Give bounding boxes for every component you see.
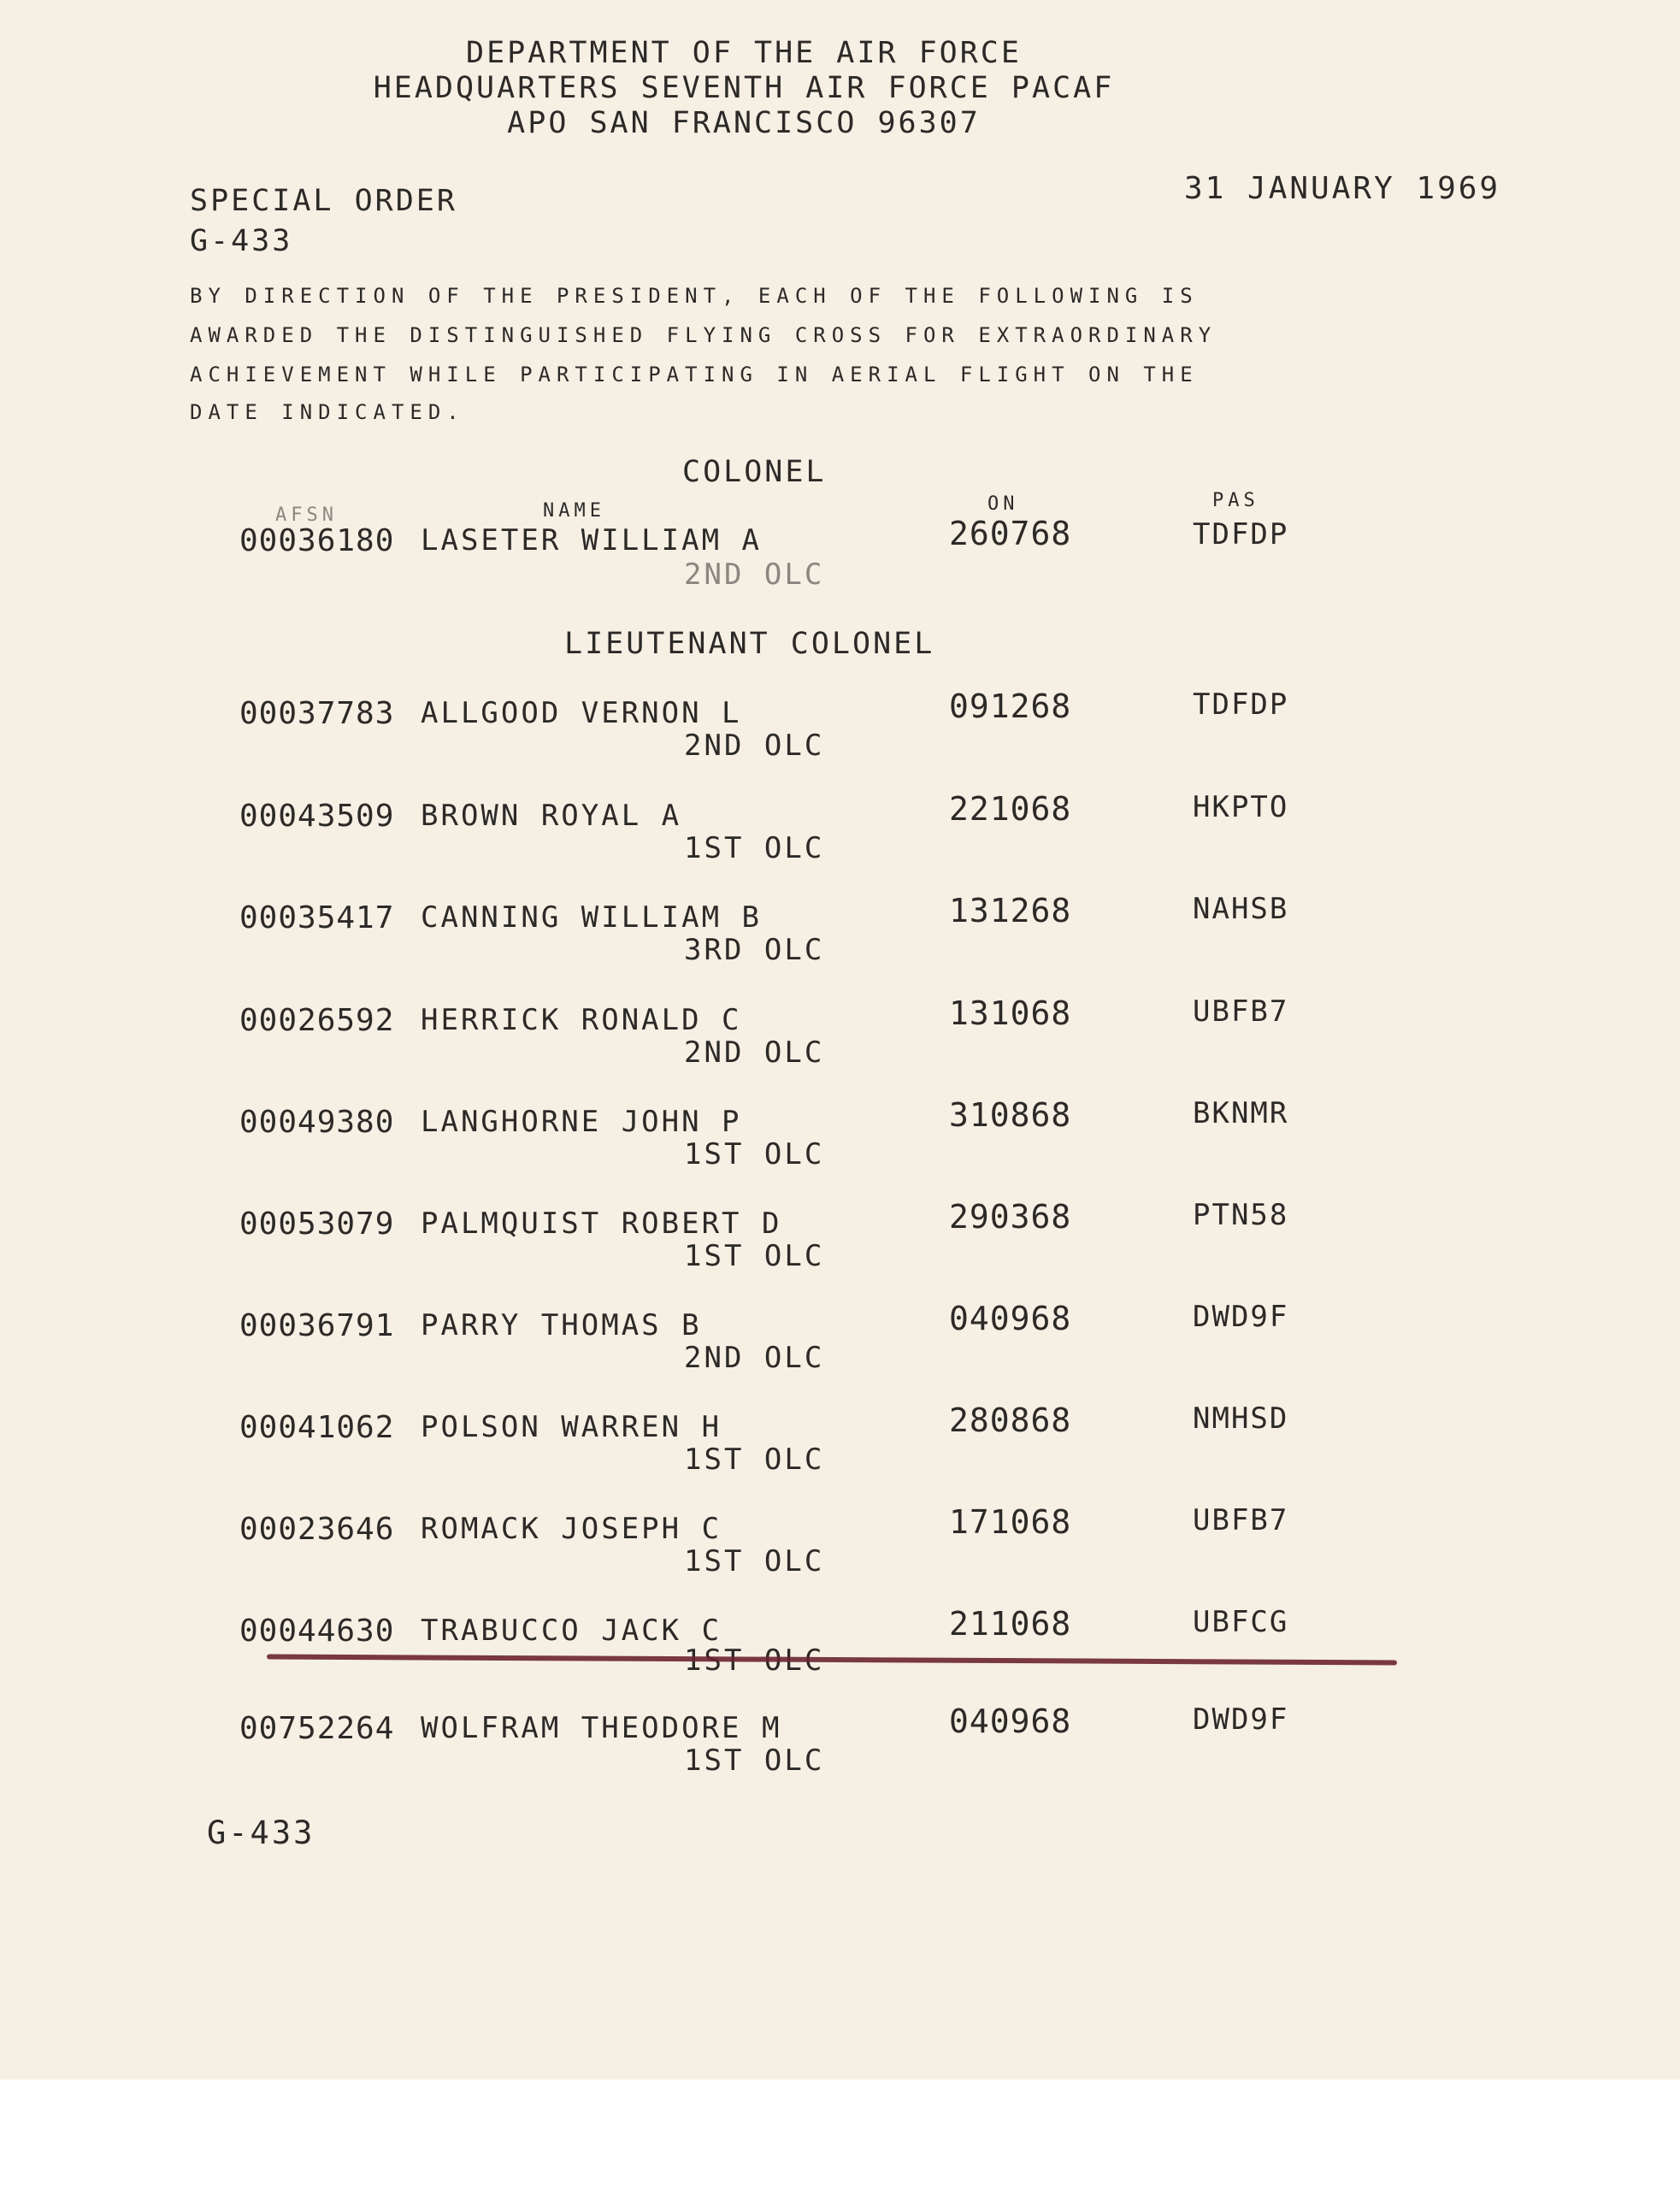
afsn-value: 00023646 [239,1512,395,1547]
name-value: ROMACK JOSEPH C [421,1512,722,1546]
column-header-afsn: AFSN [275,504,338,526]
olc-value: 1ST OLC [684,1544,825,1578]
pas-value: PTN58 [1193,1198,1289,1232]
name-value: LANGHORNE JOHN P [421,1105,742,1139]
body-text-line: BY DIRECTION OF THE PRESIDENT, EACH OF THE FOLLOWING IS [190,284,1199,308]
olc-value: 2ND OLC [684,729,825,763]
afsn-value: 00036791 [239,1308,395,1343]
body-text-line: ACHIEVEMENT WHILE PARTICIPATING IN AERIAL FLIGHT ON THE [190,363,1199,386]
on-date-value: 040968 [949,1300,1072,1337]
on-date-value: 260768 [949,515,1072,552]
name-value: CANNING WILLIAM B [421,900,762,935]
column-header-on: ON [987,493,1019,515]
olc-value: 1ST OLC [684,1443,825,1477]
olc-value: 2ND OLC [684,1035,825,1070]
pas-value: DWD9F [1193,1702,1289,1737]
name-value: ALLGOOD VERNON L [421,696,742,730]
pas-value: TDFDP [1193,517,1289,552]
on-date-value: 211068 [949,1605,1072,1643]
on-date-value: 310868 [949,1096,1072,1134]
on-date-value: 221068 [949,790,1072,828]
body-text-line: AWARDED THE DISTINGUISHED FLYING CROSS FOR EXTRAORDINARY [190,323,1217,347]
name-value: HERRICK RONALD C [421,1003,742,1037]
pas-value: NAHSB [1193,892,1289,926]
pas-value: DWD9F [1193,1300,1289,1334]
name-value: PALMQUIST ROBERT D [421,1207,782,1241]
afsn-value: 00044630 [239,1614,395,1649]
on-date-value: 091268 [949,687,1072,725]
rank-heading-lieutenant-colonel: LIEUTENANT COLONEL [564,627,935,661]
strike-through-line [267,1655,1397,1666]
name-value: BROWN ROYAL A [421,799,682,833]
afsn-value: 00035417 [239,900,395,935]
name-value: WOLFRAM THEODORE M [421,1711,782,1745]
pas-value: NMHSD [1193,1401,1289,1436]
on-date-value: 131068 [949,994,1072,1032]
afsn-value: 00053079 [239,1207,395,1242]
olc-value: 3RD OLC [684,933,825,967]
column-header-name: NAME [543,500,605,522]
afsn-value: 00049380 [239,1105,395,1140]
order-date: 31 JANUARY 1969 [1184,171,1501,206]
olc-value: 1ST OLC [684,1137,825,1171]
on-date-value: 290368 [949,1198,1072,1236]
header-line-apo: APO SAN FRANCISCO 96307 [507,106,981,140]
pas-value: UBFB7 [1193,1503,1289,1537]
pas-value: TDFDP [1193,687,1289,722]
name-value: LASETER WILLIAM A [421,523,762,558]
afsn-value: 00041062 [239,1410,395,1445]
body-text-line: DATE INDICATED. [190,400,465,424]
name-value: TRABUCCO JACK C [421,1614,722,1648]
olc-value: 1ST OLC [684,1239,825,1273]
on-date-value: 280868 [949,1401,1072,1439]
special-order-number: G-433 [190,224,293,258]
afsn-value: 00037783 [239,696,395,731]
header-line-department: DEPARTMENT OF THE AIR FORCE [466,36,1022,70]
olc-value: 1ST OLC [684,831,825,865]
on-date-value: 171068 [949,1503,1072,1541]
afsn-value: 00026592 [239,1003,395,1038]
olc-value: 1ST OLC [684,1744,825,1778]
olc-value: 2ND OLC [684,1341,825,1375]
column-header-pas: PAS [1212,490,1259,511]
afsn-value: 00036180 [239,523,395,558]
special-order-label: SPECIAL ORDER [190,184,457,218]
on-date-value: 131268 [949,892,1072,929]
olc-value: 2ND OLC [684,558,825,592]
afsn-value: 00043509 [239,799,395,834]
pas-value: UBFCG [1193,1605,1289,1639]
footer-order-number: G-433 [207,1814,315,1851]
header-line-headquarters: HEADQUARTERS SEVENTH AIR FORCE PACAF [373,71,1115,105]
afsn-value: 00752264 [239,1711,395,1746]
pas-value: UBFB7 [1193,994,1289,1029]
rank-heading-colonel: COLONEL [682,455,827,489]
name-value: POLSON WARREN H [421,1410,722,1444]
pas-value: BKNMR [1193,1096,1289,1130]
on-date-value: 040968 [949,1702,1072,1740]
name-value: PARRY THOMAS B [421,1308,702,1342]
pas-value: HKPTO [1193,790,1289,824]
